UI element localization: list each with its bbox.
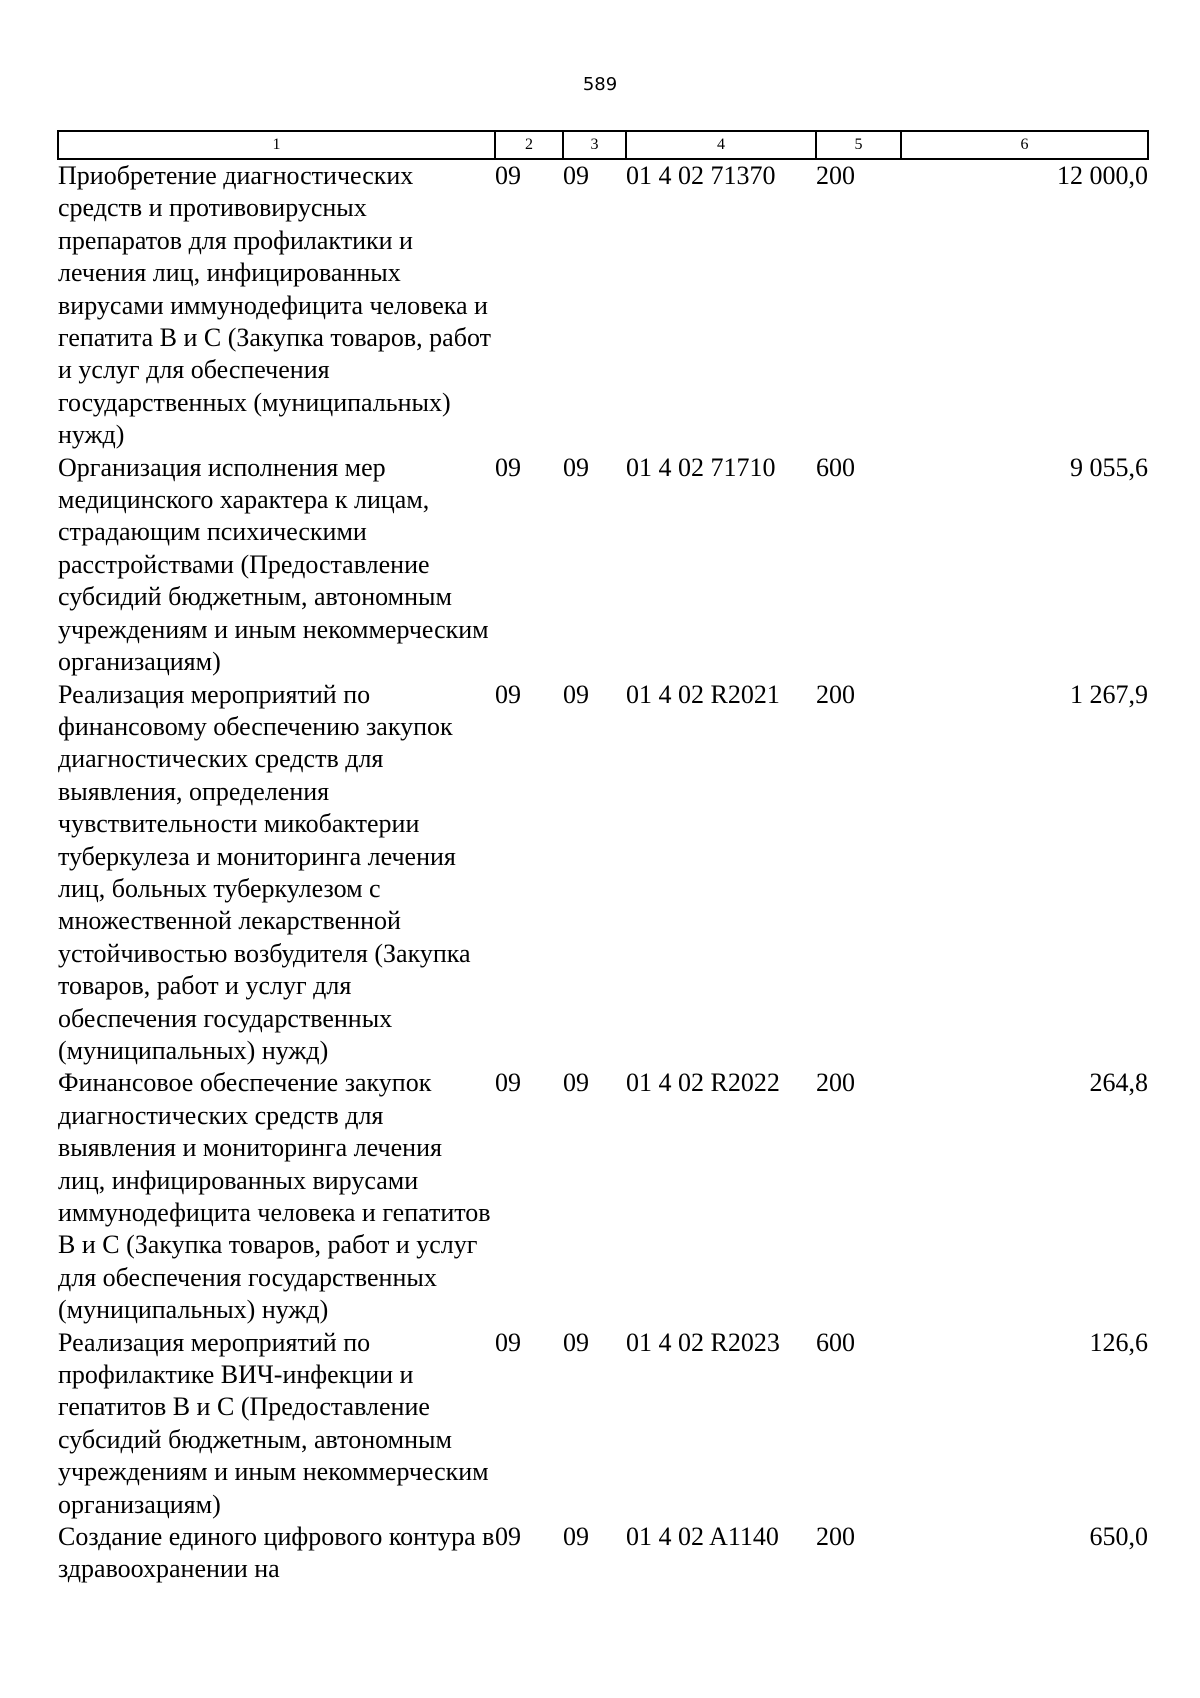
column-header-2: 2	[495, 131, 563, 159]
row-subsection: 09	[563, 1522, 589, 1552]
row-name: Реализация мероприятий по профилактике ВИЧ-инфекции и гепатитов В и С (Предоставление субсидий бюджетным, автономным учреждениям и иным некоммерческим организациям)	[58, 1327, 489, 1519]
row-subsection: 09	[563, 452, 589, 482]
row-target-code: 01 4 02 71370	[626, 161, 776, 190]
row-expense-type: 600	[816, 1327, 855, 1357]
row-subsection: 09	[563, 161, 589, 190]
column-header-6: 6	[901, 131, 1148, 159]
row-section: 09	[495, 452, 521, 482]
table-row	[58, 452, 1148, 679]
row-target-code: 01 4 02 71710	[626, 452, 776, 482]
row-target-code: 01 4 02 A1140	[626, 1522, 779, 1552]
row-expense-type: 600	[816, 452, 855, 482]
row-name: Реализация мероприятий по финансовому обеспечению закупок диагностических средств для выявления, определения чувствительности микобактерии туберкулеза и мониторинга лечения лиц, больных туберкулезом с множественной лекарственной устойчивостью возбудителя (Закупка товаров, работ и услуг для обеспечения государственных (муниципальных) нужд)	[58, 679, 471, 1065]
row-amount: 264,8	[1089, 1068, 1148, 1098]
row-target-code: 01 4 02 R2023	[626, 1327, 780, 1357]
row-subsection: 09	[563, 679, 589, 709]
row-section: 09	[495, 1522, 521, 1552]
table-row	[58, 159, 1148, 452]
budget-table	[57, 130, 1149, 1586]
table-row	[58, 679, 1148, 1068]
row-subsection: 09	[563, 1068, 589, 1098]
row-target-code: 01 4 02 R2021	[626, 679, 780, 709]
row-section: 09	[495, 1327, 521, 1357]
table-row	[58, 1521, 1148, 1586]
row-target-code: 01 4 02 R2022	[626, 1068, 780, 1098]
column-header-5: 5	[816, 131, 901, 159]
row-expense-type: 200	[816, 161, 855, 190]
row-amount: 9 055,6	[1070, 452, 1148, 482]
page-number: 589	[582, 74, 618, 95]
row-name: Финансовое обеспечение закупок диагностических средств для выявления и мониторинга лечения лиц, инфицированных вирусами иммунодефицита человека и гепатитов В и С (Закупка товаров, работ и услуг для обеспечения государственных (муниципальных) нужд)	[58, 1068, 491, 1325]
row-section: 09	[495, 1068, 521, 1098]
table-body	[58, 159, 1148, 1586]
row-amount: 12 000,0	[1057, 161, 1148, 190]
row-section: 09	[495, 679, 521, 709]
column-header-1: 1	[58, 131, 495, 159]
row-amount: 126,6	[1089, 1327, 1148, 1357]
row-name: Организация исполнения мер медицинского характера к лицам, страдающим психическими расстройствами (Предоставление субсидий бюджетным, автономным учреждениям и иным некоммерческим организациям)	[58, 452, 489, 677]
row-subsection: 09	[563, 1327, 589, 1357]
header-row	[58, 131, 1148, 159]
column-header-3: 3	[563, 131, 626, 159]
row-section: 09	[495, 161, 521, 190]
table-header	[58, 131, 1148, 159]
table-row	[58, 1327, 1148, 1521]
row-name: Приобретение диагностических средств и противовирусных препаратов для профилактики и лечения лиц, инфицированных вирусами иммунодефицита человека и гепатита В и С (Закупка товаров, работ и услуг для обеспечения государственных (муниципальных) нужд)	[58, 161, 491, 450]
row-expense-type: 200	[816, 1522, 855, 1552]
row-expense-type: 200	[816, 1068, 855, 1098]
column-header-4: 4	[626, 131, 816, 159]
row-name: Создание единого цифрового контура в здравоохранении на	[58, 1522, 495, 1584]
table-row	[58, 1067, 1148, 1326]
row-amount: 650,0	[1089, 1522, 1148, 1552]
row-expense-type: 200	[816, 679, 855, 709]
row-amount: 1 267,9	[1070, 679, 1148, 709]
